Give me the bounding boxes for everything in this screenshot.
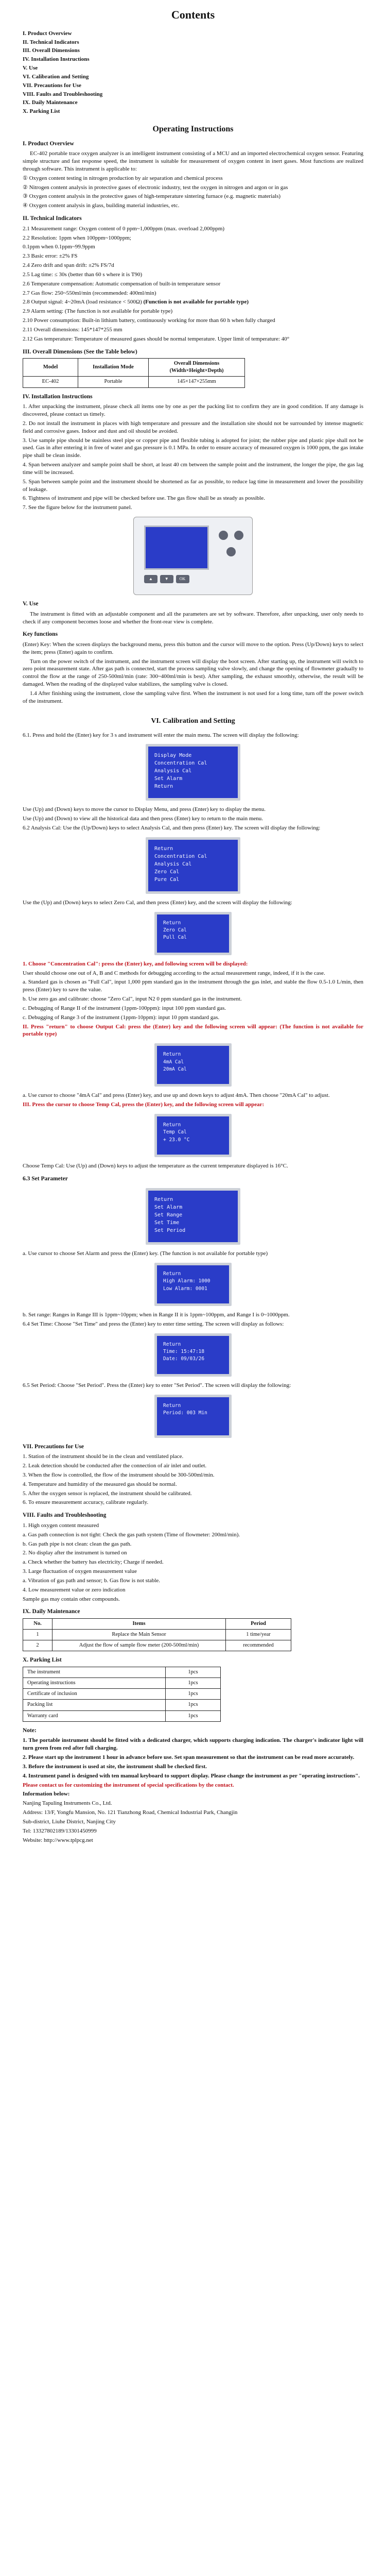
list-item: 6. Tightness of instrument and pipe will be checked before use. The gas flow shall be as steady as possible. (23, 495, 265, 502)
lcd-alarm-menu (154, 1263, 232, 1306)
page-heading: Operating Instructions (152, 125, 234, 134)
toc-item: IX. Daily Maintenance (23, 99, 78, 106)
section-title: III. Overall Dimensions (See the Table below) (23, 348, 137, 355)
list-item: 1. Station of the instrument should be in the clean and ventilated place. (23, 1453, 184, 1460)
table-cell: Certificate of inclusion (23, 1689, 166, 1700)
table-header: Installation Mode (78, 359, 149, 377)
toc-item: III. Overall Dimensions (23, 47, 80, 54)
list-item: 1. High oxygen content measured (23, 1522, 99, 1529)
dimensions-table (23, 358, 245, 388)
section-title: VIII. Faults and Troubleshooting (23, 1512, 107, 1519)
panel-button: ▼ (160, 575, 173, 583)
maintenance-table (23, 1618, 291, 1652)
note-item: 1. The portable instrument should be fitted with a dedicated charger, which supports charging indication. The charger's indicator light will turn green from red after full charging. (23, 1737, 363, 1752)
list-item: 0.1ppm when 0.1ppm~99.9ppm (23, 244, 95, 250)
table-header: Model (23, 359, 78, 377)
table-header-row (23, 1618, 291, 1629)
table-row (23, 1640, 291, 1651)
toc-item: I. Product Overview (23, 30, 72, 37)
lcd-temp-menu (154, 1114, 232, 1157)
menu-item: Return (154, 784, 173, 790)
table-cell: Warranty card (23, 1710, 166, 1721)
menu-item: Period: 003 Min (163, 1410, 207, 1416)
list-item (23, 298, 363, 306)
menu-item: Return (163, 1122, 181, 1128)
section-title: II. Technical Indicators (23, 215, 82, 222)
red-instruction: III. Press the cursor to choose Temp Cal, press the (Enter) key, and the following screen will appear: (23, 1101, 265, 1108)
list-item: 7. See the figure below for the instrument panel. (23, 504, 132, 511)
table-cell: 2 (23, 1640, 52, 1651)
company-tel: Tel: 13327802189/13301450999 (23, 1827, 97, 1834)
down-key-icon (234, 531, 243, 540)
info-title: Information below: (23, 1791, 70, 1798)
lcd-output-menu (154, 1043, 232, 1087)
up-key-icon (219, 531, 228, 540)
menu-item: Return (163, 1271, 181, 1277)
table-header-row (23, 359, 245, 377)
table-row (23, 1700, 221, 1710)
table-cell: Adjust the flow of sample flow meter (200-500ml/min) (52, 1640, 226, 1651)
paragraph: b. Set range: Ranges in Range III is 1ppm~10ppm; when in Range II it is 1ppm~100ppm, and Range I is 0~1000ppm. (23, 1312, 290, 1318)
table-row (23, 377, 245, 387)
menu-item: 4mA Cal (163, 1059, 184, 1065)
panel-screen (144, 526, 209, 570)
table-cell: 1 time/year (226, 1630, 291, 1640)
lcd-main-menu (146, 744, 240, 801)
menu-item: Pull Cal (163, 935, 187, 941)
enter-key-icon (226, 547, 236, 556)
list-item: c. Debugging of Range 3 of the instrument (1ppm-10ppm): input 10 ppm standard gas. (23, 1014, 220, 1021)
menu-item: Zero Cal (163, 927, 187, 933)
table-cell: 145×147×255mm (149, 377, 245, 387)
red-instruction: II. Press "return" to choose Output Cal: press the (Enter) key and the following screen will appear: (The function is not available for portable type) (23, 1023, 363, 1038)
list-item: a. Check whether the battery has electricity; Charge if needed. (23, 1559, 164, 1566)
list-item: 2.11 Overall dimensions: 145*147*255 mm (23, 326, 122, 333)
list-item: 2.10 Power consumption: Built-in lithium battery, continuously working for more than 60 h when fully charged (23, 317, 275, 324)
toc-item: VIII. Faults and Troubleshooting (23, 91, 103, 97)
list-item: 2.7 Gas flow: 250~550ml/min (recommended: 400ml/min) (23, 290, 156, 296)
note-item: 4. Instrument panel is designed with ten manual keyboard to support display. Please change the instrument as per "operating instructions". (23, 1772, 360, 1779)
list-item: 3. Large fluctuation of oxygen measurement value (23, 1568, 137, 1575)
table-header: Overall Dimensions (Width×Height×Depth) (149, 359, 245, 377)
table-cell: Replace the Main Sensor (52, 1630, 226, 1640)
table-cell: 1pcs (166, 1710, 221, 1721)
list-item: 2. No display after the instrument is turned on (23, 1550, 127, 1556)
table-cell: Packing list (23, 1700, 166, 1710)
menu-item: Low Alarm: 0001 (163, 1285, 207, 1292)
menu-item: Set Alarm (154, 776, 183, 782)
list-item: 4. Temperature and humidity of the measured gas should be normal. (23, 1481, 177, 1487)
paragraph: Choose Temp Cal: Use (Up) and (Down) keys to adjust the temperature as the current temperature displayed is 16°C. (23, 1163, 288, 1169)
toc-item: VI. Calibration and Setting (23, 73, 89, 80)
table-cell: recommended (226, 1640, 291, 1651)
menu-item: Return (163, 1402, 181, 1409)
menu-item: Return (163, 1341, 181, 1347)
list-item: 4. Span between analyzer and sample point shall be short, at least 40 cm between the sample point and the instrument, the longer the pipe, the gas lag time will be increased. (23, 462, 363, 476)
paragraph: The instrument is fitted with an adjustable component and all the parameters are set by software. Therefore, after unpacking, user only needs to check if any component becomes loose and whether the front-rear view is complete. (23, 611, 363, 625)
menu-item: Set Time (154, 1220, 180, 1226)
list-item: ② Nitrogen content analysis in protective gases of electronic industry, test the oxygen in nitrogen and argon or in gas (23, 184, 288, 191)
list-item: a. Vibration of gas path and sensor; b. Gas flow is not stable. (23, 1577, 161, 1584)
list-item: ④ Oxygen content analysis in glass, building material industries, etc. (23, 202, 180, 209)
menu-item: High Alarm: 1000 (163, 1278, 210, 1284)
section-title: I. Product Overview (23, 140, 74, 147)
menu-item: Concentration Cal (154, 760, 207, 767)
list-item: a. Standard gas is chosen as "Full Cal", input 1,000 ppm standard gas in the instrument through the gas inlet, and stable the flow 0.5-1.0 L/min, then press (Enter) key to save the value. (23, 979, 363, 993)
menu-item: Set Alarm (154, 1205, 183, 1211)
table-row (23, 1667, 221, 1677)
contact-note: Please contact us for customizing the instrument of special specifications by the contact. (23, 1782, 234, 1788)
section-title: VI. Calibration and Setting (151, 717, 235, 725)
table-header: No. (23, 1618, 52, 1629)
table-cell: 1pcs (166, 1689, 221, 1700)
paragraph: Use (Up) and (Down) keys to move the cursor to Display Menu, and press (Enter) key to display the menu. (23, 806, 266, 813)
paragraph: (Enter) Key: When the screen displays the background menu, press this button and the cursor will move to the option. Press (Up/Down) keys to select the item; press (Enter) again to confirm. (23, 641, 363, 655)
table-row (23, 1710, 221, 1721)
section-title: IV. Installation Instructions (23, 393, 93, 400)
list-item: 2. Do not install the instrument in places with high temperature and pressure and the installation site should not be surrounded by intense magnetic field and corrosive gases. Indoor and dust and oil should be avoided. (23, 420, 363, 434)
list-item: Sample gas may contain other compounds. (23, 1596, 120, 1602)
list-item: b. Gas path pipe is not clean: clean the gas path. (23, 1540, 132, 1547)
instrument-panel-image (133, 517, 253, 595)
lcd-set-menu (146, 1188, 240, 1245)
paragraph: 6.4 Set Time: Choose "Set Time" and press the (Enter) key to enter time setting. The screen will display as follows: (23, 1321, 284, 1328)
table-cell: 1pcs (166, 1667, 221, 1677)
lcd-period-menu (154, 1395, 232, 1438)
list-item: ① Oxygen content testing in nitrogen production by air separation and chemical process (23, 175, 223, 181)
table-row (23, 1689, 221, 1700)
paragraph: 6.5 Set Period: Choose "Set Period". Press the (Enter) key to enter "Set Period". The screen will display the following: (23, 1382, 291, 1388)
paragraph: a. Use cursor to choose Set Alarm and press the (Enter) key. (The function is not available for portable type) (23, 1250, 268, 1257)
list-item: 2.1 Measurement range: Oxygen content of 0 ppm~1,000ppm (max. overload 2,000ppm) (23, 225, 225, 232)
menu-item: Zero Cal (154, 869, 180, 875)
company-address: Address: 13/F, Yongfu Mansion, No. 121 Tianzhong Road, Chemical Industrial Park, Changjin (23, 1809, 238, 1816)
table-header: Period (226, 1618, 291, 1629)
list-item: 3. Use sample pipe should be stainless steel pipe or copper pipe and flexible tubing is adopted for joint; the rubber pipe and plastic pipe shall not be used. Gas in after entering it in free of water and gas pressure is 0.1 MPa. In order to ensure accuracy of measured oxygen is 1000 ppm, the gas intake pipe shall be clean inside. (23, 437, 363, 459)
menu-item: Return (154, 845, 173, 852)
menu-item: Pure Cal (154, 876, 180, 883)
paragraph: Turn on the power switch of the instrument, and the instrument screen will display the boot screen. After starting up, the instrument will switch to zero point measurement state. After gas path is connected, start the process sampling valve slowly, and change the opening of flowmeter gradually to control the flow at the range of 250-500ml/min (rate: 300~400ml/min is best). After sampling, the exhaust smoothly, otherwise, the result will be damaged. When the reading of the displayed value stabilizes, the sampling valve is closed. (23, 658, 363, 688)
note-item: 3. Before the instrument is used at site, the instrument shall be checked first. (23, 1763, 207, 1770)
list-item: 2.9 Alarm setting: (The function is not available for portable type) (23, 308, 173, 315)
lcd-zero-menu (154, 912, 232, 955)
table-header: Items (52, 1618, 226, 1629)
table-row (23, 1678, 221, 1689)
list-item: 2.5 Lag time: ≤ 30s (better than 60 s where it is T90) (23, 271, 143, 278)
table-cell: Portable (78, 377, 149, 387)
list-item: 6. To ensure measurement accuracy, calibrate regularly. (23, 1499, 149, 1506)
toc-item: IV. Installation Instructions (23, 56, 90, 63)
list-item: 1. After unpacking the instrument, please check all items one by one as per the packing list to confirm they are in good condition. If any damage is discovered, please contact us timely. (23, 403, 363, 418)
paragraph: User should choose one out of A, B and C methods for debugging according to the actual measurement range, indeed, if it is the case. (23, 970, 325, 976)
menu-item: Set Period (154, 1228, 186, 1234)
toc-item: VII. Precautions for Use (23, 82, 81, 89)
lcd-time-menu (154, 1333, 232, 1377)
company-address-2: Sub-district, Liuhe District, Nanjing City (23, 1818, 116, 1825)
menu-item: Return (154, 1197, 173, 1203)
list-item: 2.2 Resolution: 1ppm when 100ppm~1000ppm; (23, 234, 131, 241)
list-item: 5. After the oxygen sensor is replaced, the instrument should be calibrated. (23, 1490, 192, 1497)
table-cell: 1 (23, 1630, 52, 1640)
menu-item: Display Mode (154, 753, 192, 759)
table-cell: 1pcs (166, 1700, 221, 1710)
list-item: 2.3 Basic error: ±2% FS (23, 253, 78, 260)
list-item: 2.6 Temperature compensation: Automatic compensation of built-in temperature sensor (23, 280, 221, 287)
list-item: b. Use zero gas and calibrate: choose "Zero Cal", input N2 0 ppm standard gas in the instrument. (23, 996, 242, 1003)
menu-item: Concentration Cal (154, 853, 207, 859)
table-cell: Operating instructions (23, 1678, 166, 1689)
toc-item: II. Technical Indicators (23, 39, 79, 45)
list-item: 3. When the flow is controlled, the flow of the instrument should be 300-500ml/min. (23, 1471, 215, 1478)
paragraph: 6.1. Press and hold the (Enter) key for 3 s and instrument will enter the main menu. The screen will display the following: (23, 732, 299, 738)
section-title: X. Parking List (23, 1657, 62, 1664)
list-item: a. Gas path connection is not tight: Check the gas path system (Time of flowmeter: 200ml/min). (23, 1531, 240, 1538)
list-item: ③ Oxygen content analysis in the protective gases of high-temperature sintering furnace (e.g. magnetic materials) (23, 193, 281, 200)
panel-button: ▲ (144, 575, 157, 583)
paragraph: EC-402 portable trace oxygen analyzer is an intelligent instrument consisting of a MCU and an imported electrochemical oxygen sensor. Featuring simple structure and fast response speed, the instrument is suitable for measurement of oxygen content in inert gases. Most functions are realized through software. This instrument is applicable to: (23, 150, 363, 172)
paragraph: 6.2 Analysis Cal: Use the (Up/Down) keys to select Analysis Cal, and then press (Enter) key. The screen will display the following: (23, 825, 321, 832)
paragraph: a. Use cursor to choose "4mA Cal" and press (Enter) key, and use up and down keys to adjust 4mA. Then choose "20mA Cal" to adjust. (23, 1092, 330, 1099)
table-of-contents (23, 30, 363, 115)
company-name: Nanjing Tapuling Instruments Co., Ltd. (23, 1800, 112, 1807)
list-item: c. Debugging of Range II of the instrument (1ppm-100ppm): input 100 ppm standard gas. (23, 1005, 226, 1011)
menu-item: Return (163, 920, 181, 926)
menu-item: Time: 15:47:18 (163, 1349, 205, 1355)
subsection-title: 6.3 Set Parameter (23, 1175, 68, 1182)
section-title: IX. Daily Maintenance (23, 1608, 80, 1615)
menu-item: Set Range (154, 1212, 183, 1218)
list-item: 4. Low measurement value or zero indication (23, 1586, 126, 1593)
panel-buttons (144, 575, 190, 583)
menu-item: Date: 09/03/26 (163, 1356, 205, 1362)
note-item: 2. Please start up the instrument 1 hour in advance before use. Set span measurement so that the instrument can be read more accurately. (23, 1754, 355, 1761)
table-cell: The instrument (23, 1667, 166, 1677)
paragraph: Use (Up) and (Down) to view all the historical data and then press (Enter) key to return to the main menu. (23, 816, 264, 822)
menu-item: Analysis Cal (154, 768, 192, 774)
menu-item: Temp Cal (163, 1129, 187, 1136)
contents-title: Contents (171, 8, 215, 21)
list-item: 2.12 Gas temperature: Temperature of measured gases should be normal temperature. Upper limit of temperature: 40° (23, 335, 290, 342)
company-website[interactable]: Website: http://www.tplpcg.net (23, 1837, 93, 1843)
lcd-cal-menu (146, 837, 240, 894)
list-item: 5. Span between sample point and the instrument should be shortened as far as possible, to reduce lag time in measurement and lower the possibility of leakage. (23, 478, 363, 493)
menu-item: Analysis Cal (154, 861, 192, 867)
list-item: 2. Leak detection should be conducted after the connection of air inlet and outlet. (23, 1463, 207, 1469)
table-cell: EC-402 (23, 377, 78, 387)
toc-item: X. Parking List (23, 108, 60, 115)
output-note: (Function is not available for portable type) (143, 299, 249, 306)
menu-item: Return (163, 1052, 181, 1058)
section-title: VII. Precautions for Use (23, 1443, 84, 1450)
red-instruction: 1. Choose "Concentration Cal": press the (Enter) key, and following screen will be displayed: (23, 960, 248, 967)
table-cell: 1pcs (166, 1678, 221, 1689)
table-row (23, 1630, 291, 1640)
subsection-title: Key functions (23, 631, 58, 638)
list-text: 2.8 Output signal: 4~20mA (load resistance < 500Ω) (23, 299, 142, 306)
toc-item: V. Use (23, 65, 38, 72)
paragraph: Use the (Up) and (Down) keys to select Zero Cal, and then press (Enter) key, and the screen will display the following: (23, 899, 292, 906)
section-title: V. Use (23, 601, 39, 607)
menu-item: + 23.0 °C (163, 1137, 190, 1143)
panel-button: OK (176, 575, 189, 583)
list-item: 2.4 Zero drift and span drift: ±2% FS/7d (23, 262, 114, 269)
menu-item: 20mA Cal (163, 1066, 187, 1072)
paragraph: 1.4 After finishing using the instrument, close the sampling valve first. When the instrument is not used for a long time, turn off the power switch of the instrument. (23, 690, 363, 704)
notes-title: Note: (23, 1727, 37, 1734)
parking-list-table (23, 1667, 221, 1722)
